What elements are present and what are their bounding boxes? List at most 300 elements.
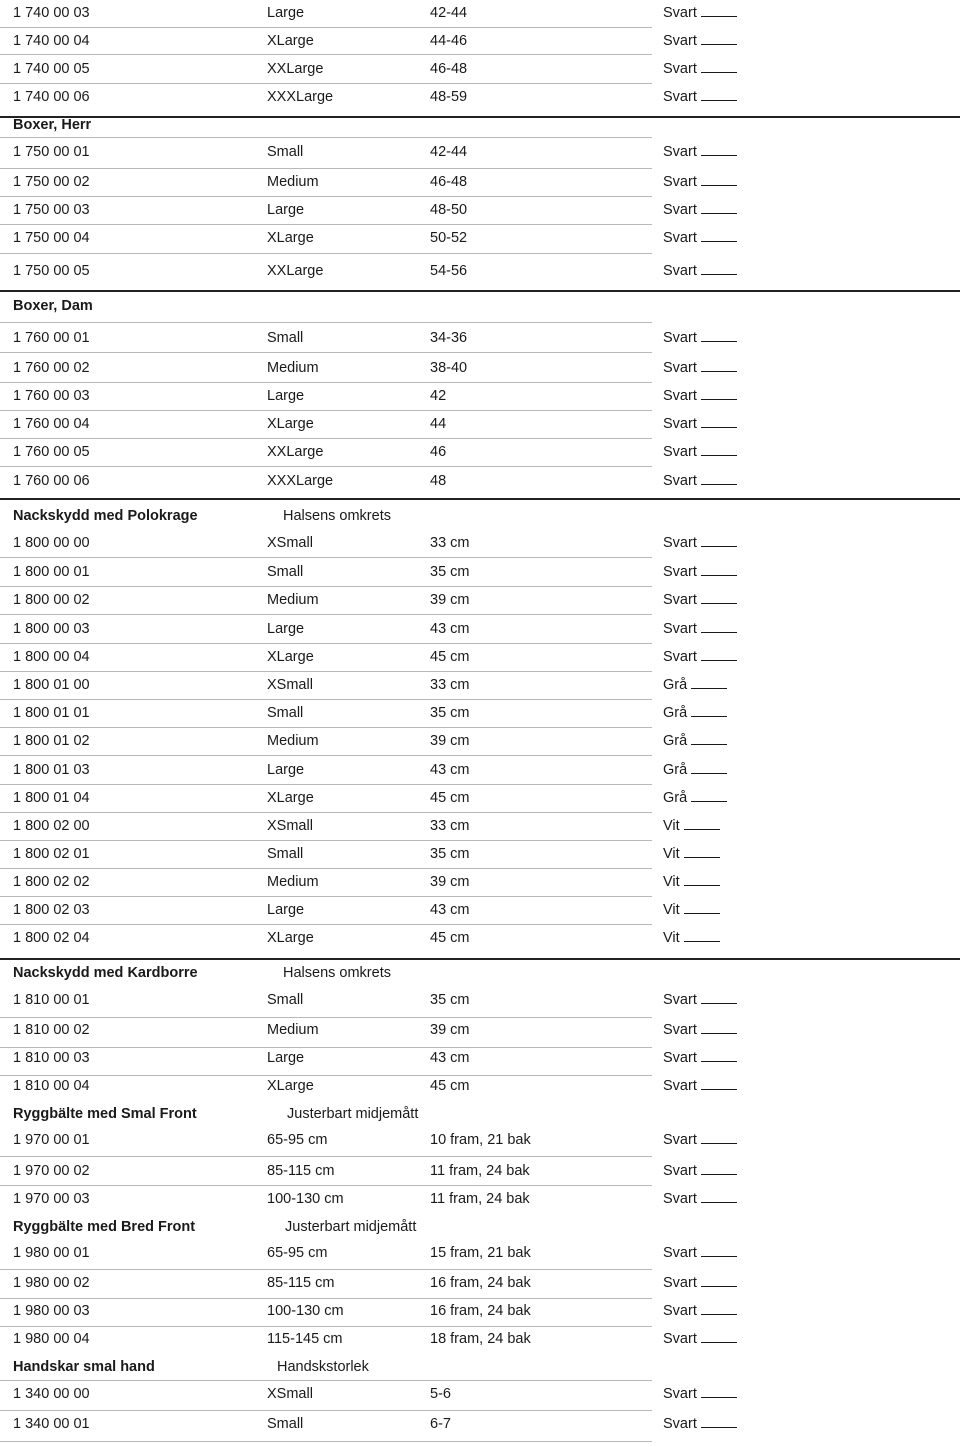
color-label: Svart [663, 1050, 697, 1066]
product-row [0, 589, 960, 611]
size-label: Large [267, 202, 305, 218]
size-label: XXLarge [267, 61, 324, 77]
quantity-blank[interactable] [701, 1300, 737, 1315]
color-label: Svart [663, 473, 697, 489]
color-cell [663, 561, 737, 583]
size-label: Medium [267, 874, 319, 890]
row-divider [0, 586, 652, 587]
size-label: Small [267, 1416, 304, 1432]
size-label: Medium [267, 592, 319, 608]
quantity-blank[interactable] [701, 1075, 737, 1090]
size-label: Large [267, 1050, 305, 1066]
product-row [0, 1047, 960, 1069]
size-label: Small [267, 144, 304, 160]
product-row [0, 413, 960, 435]
section-title: Handskar smal hand [13, 1359, 155, 1375]
color-cell [663, 1300, 737, 1322]
quantity-blank[interactable] [701, 1160, 737, 1175]
product-row [0, 815, 960, 837]
section-subtitle: Halsens omkrets [283, 965, 391, 981]
row-divider [0, 699, 652, 700]
article-number: 1 970 00 03 [13, 1191, 90, 1207]
size-label: Small [267, 705, 304, 721]
color-label: Svart [663, 621, 697, 637]
measure-label: 38-40 [430, 360, 468, 376]
size-label: XLarge [267, 930, 314, 946]
quantity-blank[interactable] [701, 1242, 737, 1257]
color-label: Svart [663, 1132, 697, 1148]
color-label: Grå [663, 705, 688, 721]
section-subtitle: Justerbart midjemått [285, 1219, 417, 1235]
product-row [0, 561, 960, 583]
row-divider [0, 840, 652, 841]
article-number: 1 760 00 01 [13, 330, 90, 346]
product-row [0, 843, 960, 865]
measure-label: 10 fram, 21 bak [430, 1132, 531, 1148]
quantity-blank[interactable] [701, 589, 737, 604]
quantity-blank[interactable] [701, 470, 737, 485]
color-label: Vit [663, 902, 680, 918]
row-divider [0, 410, 652, 411]
product-row [0, 646, 960, 668]
color-cell [663, 260, 737, 282]
product-row [0, 759, 960, 781]
color-label: Svart [663, 360, 697, 376]
article-number: 1 340 00 01 [13, 1416, 90, 1432]
color-label: Svart [663, 174, 697, 190]
section-header [0, 1103, 960, 1125]
quantity-blank[interactable] [701, 618, 737, 633]
quantity-blank[interactable] [684, 843, 720, 858]
color-cell [663, 327, 737, 349]
product-row [0, 30, 960, 52]
row-divider [0, 168, 652, 169]
article-number: 1 800 01 02 [13, 733, 90, 749]
color-label: Svart [663, 89, 697, 105]
size-label: Large [267, 5, 305, 21]
row-divider [0, 1185, 652, 1186]
product-row [0, 787, 960, 809]
size-label: XLarge [267, 33, 314, 49]
article-number: 1 970 00 02 [13, 1163, 90, 1179]
article-number: 1 750 00 04 [13, 230, 90, 246]
article-number: 1 340 00 00 [13, 1386, 90, 1402]
color-cell [663, 385, 737, 407]
product-row [0, 327, 960, 349]
size-label: XLarge [267, 790, 314, 806]
row-divider [0, 1269, 652, 1270]
color-label: Svart [663, 230, 697, 246]
color-label: Svart [663, 1022, 697, 1038]
size-label: 115-145 cm [267, 1331, 343, 1347]
measure-label: 43 cm [430, 621, 470, 637]
size-label: Large [267, 902, 305, 918]
color-cell [663, 86, 737, 108]
color-label: Svart [663, 564, 697, 580]
quantity-blank[interactable] [701, 1383, 737, 1398]
measure-label: 48-59 [430, 89, 468, 105]
row-divider [0, 466, 652, 467]
size-label: Large [267, 621, 305, 637]
color-label: Svart [663, 992, 697, 1008]
color-cell [663, 730, 727, 752]
quantity-blank[interactable] [701, 58, 737, 73]
quantity-blank[interactable] [691, 730, 727, 745]
article-number: 1 970 00 01 [13, 1132, 90, 1148]
row-divider [0, 1441, 652, 1442]
product-row [0, 730, 960, 752]
quantity-blank[interactable] [691, 759, 727, 774]
row-divider [0, 727, 652, 728]
section-title: Ryggbälte med Smal Front [13, 1106, 197, 1122]
quantity-blank[interactable] [691, 674, 727, 689]
measure-label: 43 cm [430, 902, 470, 918]
section-subtitle: Halsens omkrets [283, 508, 391, 524]
article-number: 1 800 02 01 [13, 846, 90, 862]
row-divider [0, 1298, 652, 1299]
color-cell [663, 1383, 737, 1405]
measure-label: 46 [430, 444, 447, 460]
product-row [0, 227, 960, 249]
quantity-blank[interactable] [684, 899, 720, 914]
row-divider [0, 352, 652, 353]
row-divider [0, 27, 652, 28]
color-cell [663, 899, 720, 921]
quantity-blank[interactable] [701, 199, 737, 214]
color-label: Svart [663, 1416, 697, 1432]
measure-label: 34-36 [430, 330, 468, 346]
size-label: Medium [267, 174, 319, 190]
color-cell [663, 441, 737, 463]
measure-label: 39 cm [430, 1022, 470, 1038]
quantity-blank[interactable] [701, 646, 737, 661]
product-row [0, 1242, 960, 1264]
product-row [0, 2, 960, 24]
row-divider [0, 253, 652, 254]
color-label: Svart [663, 1245, 697, 1261]
product-row [0, 674, 960, 696]
size-label: Large [267, 762, 305, 778]
color-label: Svart [663, 1303, 697, 1319]
section-divider [0, 498, 960, 500]
row-divider [0, 755, 652, 756]
article-number: 1 760 00 02 [13, 360, 90, 376]
color-label: Svart [663, 388, 697, 404]
color-cell [663, 589, 737, 611]
article-number: 1 760 00 06 [13, 473, 90, 489]
product-row [0, 86, 960, 108]
product-row [0, 1328, 960, 1350]
color-label: Vit [663, 874, 680, 890]
size-label: Medium [267, 360, 319, 376]
quantity-blank[interactable] [701, 171, 737, 186]
quantity-blank[interactable] [684, 871, 720, 886]
color-cell [663, 1160, 737, 1182]
quantity-blank[interactable] [684, 927, 720, 942]
measure-label: 6-7 [430, 1416, 451, 1432]
product-row [0, 385, 960, 407]
row-divider [0, 924, 652, 925]
quantity-blank[interactable] [701, 561, 737, 576]
row-divider [0, 643, 652, 644]
color-cell [663, 1188, 737, 1210]
quantity-blank[interactable] [701, 1328, 737, 1343]
article-number: 1 800 01 04 [13, 790, 90, 806]
row-divider [0, 557, 652, 558]
measure-label: 16 fram, 24 bak [430, 1303, 531, 1319]
section-subtitle: Handskstorlek [277, 1359, 369, 1375]
size-label: XXLarge [267, 263, 324, 279]
measure-label: 33 cm [430, 818, 470, 834]
size-label: Small [267, 330, 304, 346]
measure-label: 11 fram, 24 bak [430, 1163, 530, 1179]
row-divider [0, 812, 652, 813]
size-label: XXLarge [267, 444, 324, 460]
size-label: Large [267, 388, 305, 404]
quantity-blank[interactable] [701, 989, 737, 1004]
quantity-blank[interactable] [691, 702, 727, 717]
row-divider [0, 382, 652, 383]
article-number: 1 980 00 04 [13, 1331, 90, 1347]
section-title: Boxer, Herr [13, 117, 92, 133]
color-cell [663, 815, 720, 837]
article-number: 1 810 00 02 [13, 1022, 90, 1038]
quantity-blank[interactable] [701, 385, 737, 400]
article-number: 1 980 00 03 [13, 1303, 90, 1319]
article-number: 1 800 00 04 [13, 649, 90, 665]
section-header [0, 1216, 960, 1238]
size-label: Small [267, 992, 304, 1008]
product-row [0, 1300, 960, 1322]
size-label: XSmall [267, 1386, 313, 1402]
quantity-blank[interactable] [701, 1272, 737, 1287]
quantity-blank[interactable] [701, 1047, 737, 1062]
article-number: 1 800 00 00 [13, 535, 90, 551]
quantity-blank[interactable] [701, 413, 737, 428]
size-label: XSmall [267, 818, 313, 834]
row-divider [0, 896, 652, 897]
color-cell [663, 759, 727, 781]
color-cell [663, 227, 737, 249]
color-cell [663, 141, 737, 163]
color-cell [663, 1242, 737, 1264]
measure-label: 42-44 [430, 144, 468, 160]
color-cell [663, 1413, 737, 1435]
article-number: 1 800 02 03 [13, 902, 90, 918]
article-number: 1 980 00 02 [13, 1275, 90, 1291]
article-number: 1 740 00 06 [13, 89, 90, 105]
color-label: Svart [663, 416, 697, 432]
color-cell [663, 927, 720, 949]
row-divider [0, 1326, 652, 1327]
row-divider [0, 614, 652, 615]
quantity-blank[interactable] [701, 441, 737, 456]
measure-label: 45 cm [430, 1078, 470, 1094]
product-row [0, 199, 960, 221]
quantity-blank[interactable] [701, 227, 737, 242]
color-label: Grå [663, 762, 688, 778]
product-row [0, 1188, 960, 1210]
section-divider [0, 958, 960, 960]
product-row [0, 989, 960, 1011]
measure-label: 35 cm [430, 992, 470, 1008]
product-row [0, 1413, 960, 1435]
article-number: 1 750 00 01 [13, 144, 90, 160]
quantity-blank[interactable] [701, 1129, 737, 1144]
quantity-blank[interactable] [701, 1413, 737, 1428]
article-number: 1 760 00 05 [13, 444, 90, 460]
product-row [0, 1160, 960, 1182]
article-number: 1 750 00 05 [13, 263, 90, 279]
section-title: Nackskydd med Kardborre [13, 965, 198, 981]
article-number: 1 800 02 02 [13, 874, 90, 890]
product-row [0, 141, 960, 163]
color-label: Svart [663, 202, 697, 218]
article-number: 1 980 00 01 [13, 1245, 90, 1261]
measure-label: 35 cm [430, 846, 470, 862]
color-cell [663, 1272, 737, 1294]
color-label: Svart [663, 1275, 697, 1291]
product-row [0, 1272, 960, 1294]
section-header [0, 962, 960, 984]
measure-label: 48 [430, 473, 447, 489]
quantity-blank[interactable] [684, 815, 720, 830]
measure-label: 54-56 [430, 263, 468, 279]
article-number: 1 750 00 03 [13, 202, 90, 218]
color-label: Grå [663, 677, 688, 693]
color-label: Svart [663, 61, 697, 77]
color-cell [663, 871, 720, 893]
measure-label: 44-46 [430, 33, 468, 49]
color-label: Grå [663, 790, 688, 806]
color-label: Svart [663, 330, 697, 346]
article-number: 1 800 01 01 [13, 705, 90, 721]
product-row [0, 1383, 960, 1405]
size-label: Small [267, 846, 304, 862]
measure-label: 35 cm [430, 705, 470, 721]
product-row [0, 357, 960, 379]
size-label: XLarge [267, 416, 314, 432]
section-header [0, 295, 960, 317]
row-divider [0, 438, 652, 439]
section-title: Nackskydd med Polokrage [13, 508, 198, 524]
color-cell [663, 1047, 737, 1069]
article-number: 1 810 00 03 [13, 1050, 90, 1066]
row-divider [0, 322, 652, 323]
color-cell [663, 674, 727, 696]
size-label: XLarge [267, 1078, 314, 1094]
color-label: Svart [663, 535, 697, 551]
measure-label: 48-50 [430, 202, 468, 218]
measure-label: 5-6 [430, 1386, 451, 1402]
measure-label: 50-52 [430, 230, 468, 246]
size-label: 85-115 cm [267, 1163, 335, 1179]
article-number: 1 740 00 04 [13, 33, 90, 49]
color-cell [663, 532, 737, 554]
article-number: 1 800 00 03 [13, 621, 90, 637]
article-number: 1 800 02 00 [13, 818, 90, 834]
row-divider [0, 224, 652, 225]
color-cell [663, 843, 720, 865]
measure-label: 18 fram, 24 bak [430, 1331, 531, 1347]
article-number: 1 740 00 03 [13, 5, 90, 21]
section-title: Boxer, Dam [13, 298, 93, 314]
quantity-blank[interactable] [701, 327, 737, 342]
measure-label: 46-48 [430, 61, 468, 77]
color-label: Vit [663, 846, 680, 862]
row-divider [0, 868, 652, 869]
section-header [0, 114, 960, 136]
section-subtitle: Justerbart midjemått [287, 1106, 419, 1122]
product-row [0, 441, 960, 463]
quantity-blank[interactable] [701, 1019, 737, 1034]
color-label: Svart [663, 1386, 697, 1402]
quantity-blank[interactable] [701, 141, 737, 156]
measure-label: 35 cm [430, 564, 470, 580]
row-divider [0, 137, 652, 138]
color-cell [663, 1129, 737, 1151]
row-divider [0, 1410, 652, 1411]
product-row [0, 171, 960, 193]
quantity-blank[interactable] [701, 357, 737, 372]
measure-label: 43 cm [430, 1050, 470, 1066]
color-cell [663, 1075, 737, 1097]
measure-label: 33 cm [430, 535, 470, 551]
color-label: Svart [663, 649, 697, 665]
article-number: 1 800 00 02 [13, 592, 90, 608]
color-cell [663, 58, 737, 80]
quantity-blank[interactable] [701, 532, 737, 547]
color-label: Svart [663, 1163, 697, 1179]
row-divider [0, 1156, 652, 1157]
measure-label: 44 [430, 416, 447, 432]
color-cell [663, 171, 737, 193]
size-label: 65-95 cm [267, 1245, 328, 1261]
color-cell [663, 1019, 737, 1041]
measure-label: 42-44 [430, 5, 468, 21]
article-number: 1 800 02 04 [13, 930, 90, 946]
color-label: Vit [663, 818, 680, 834]
size-label: XLarge [267, 649, 314, 665]
color-cell [663, 1328, 737, 1350]
color-cell [663, 989, 737, 1011]
quantity-blank[interactable] [701, 30, 737, 45]
color-label: Svart [663, 444, 697, 460]
size-label: XLarge [267, 230, 314, 246]
row-divider [0, 196, 652, 197]
article-number: 1 810 00 01 [13, 992, 90, 1008]
quantity-blank[interactable] [701, 260, 737, 275]
quantity-blank[interactable] [701, 86, 737, 101]
article-number: 1 800 01 00 [13, 677, 90, 693]
color-cell [663, 30, 737, 52]
color-cell [663, 199, 737, 221]
color-cell [663, 646, 737, 668]
product-row [0, 899, 960, 921]
product-row [0, 927, 960, 949]
article-number: 1 760 00 03 [13, 388, 90, 404]
quantity-blank[interactable] [701, 2, 737, 17]
quantity-blank[interactable] [701, 1188, 737, 1203]
size-label: Medium [267, 733, 319, 749]
row-divider [0, 1380, 652, 1381]
color-label: Vit [663, 930, 680, 946]
quantity-blank[interactable] [691, 787, 727, 802]
color-cell [663, 357, 737, 379]
color-cell [663, 787, 727, 809]
product-row [0, 532, 960, 554]
color-label: Svart [663, 33, 697, 49]
